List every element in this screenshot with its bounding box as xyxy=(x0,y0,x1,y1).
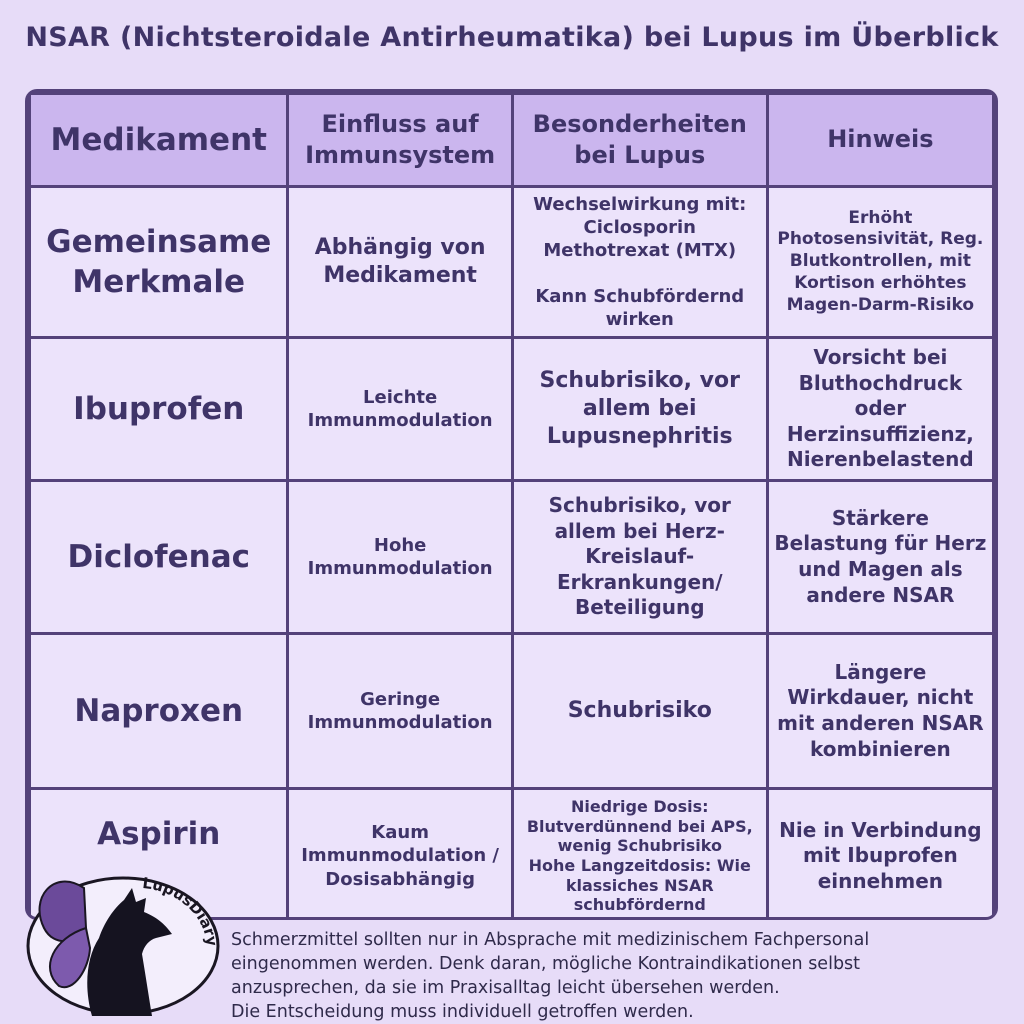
besonderheiten-part-b: Hohe Langzeitdosis: Wie klassiches NSAR schubfördernd xyxy=(528,856,751,915)
row-einfluss: Kaum Immunmodulation / Dosisabhängig xyxy=(289,790,510,920)
footer-line: eingenommen werden. Denk daran, mögliche Kontraindikationen selbst xyxy=(231,954,861,974)
table-header-row xyxy=(31,95,992,185)
logo-text: LupusDiary xyxy=(141,873,222,948)
row-einfluss: Leichte Immunmodulation xyxy=(289,339,510,479)
lupusdiary-logo xyxy=(24,868,222,1018)
row-besonderheiten: Schubrisiko xyxy=(514,635,766,787)
row-hinweis: Nie in Verbindung mit Ibuprofen einnehmen xyxy=(769,790,992,920)
row-hinweis: Stärkere Belastung für Herz und Magen als andere NSAR xyxy=(769,482,992,632)
row-besonderheiten xyxy=(514,188,766,336)
row-hinweis: Vorsicht bei Bluthochdruck oder Herzinsuffizienz, Nierenbelastend xyxy=(769,339,992,479)
header-besonderheiten: Besonderheiten bei Lupus xyxy=(514,95,766,185)
row-hinweis: Längere Wirkdauer, nicht mit anderen NSAR kombinieren xyxy=(769,635,992,787)
row-name: Naproxen xyxy=(31,635,286,787)
row-name: Diclofenac xyxy=(31,482,286,632)
row-hinweis: Erhöht Photosensivität, Reg. Blutkontrollen, mit Kortison erhöhtes Magen-Darm-Risiko xyxy=(769,188,992,336)
row-besonderheiten xyxy=(514,790,766,920)
row-name: Aspirin xyxy=(31,790,286,920)
row-besonderheiten: Schubrisiko, vor allem bei Lupusnephritis xyxy=(514,339,766,479)
row-besonderheiten: Schubrisiko, vor allem bei Herz-Kreislauf-Erkrankungen/ Beteiligung xyxy=(514,482,766,632)
besonderheiten-part-a: Niedrige Dosis: Blutverdünnend bei APS, wenig Schubrisiko xyxy=(526,797,753,856)
row-name: Ibuprofen xyxy=(31,339,286,479)
table-row xyxy=(31,635,992,787)
footer-note xyxy=(231,928,1021,1024)
footer-line: anzusprechen, da sie im Praxisalltag leicht übersehen werden. xyxy=(231,978,780,998)
footer-line: Die Entscheidung muss individuell getroffen werden. xyxy=(231,1002,694,1022)
table-row xyxy=(31,188,992,336)
header-medikament: Medikament xyxy=(31,95,286,185)
row-einfluss: Geringe Immunmodulation xyxy=(289,635,510,787)
row-einfluss: Hohe Immunmodulation xyxy=(289,482,510,632)
header-einfluss: Einfluss auf Immunsystem xyxy=(289,95,510,185)
page-title: NSAR (Nichtsteroidale Antirheumatika) bei Lupus im Überblick xyxy=(25,22,999,53)
header-hinweis: Hinweis xyxy=(769,95,992,185)
row-einfluss: Abhängig von Medikament xyxy=(289,188,510,336)
besonderheiten-part-a: Wechselwirkung mit: Ciclosporin Methotrexat (MTX) xyxy=(533,194,747,262)
table-row xyxy=(31,339,992,479)
row-name: Gemeinsame Merkmale xyxy=(31,188,286,336)
nsar-table xyxy=(25,89,998,920)
footer-line: Schmerzmittel sollten nur in Absprache mit medizinischem Fachpersonal xyxy=(231,930,870,950)
besonderheiten-part-b: Kann Schubfördernd wirken xyxy=(535,285,745,330)
table-row xyxy=(31,482,992,632)
